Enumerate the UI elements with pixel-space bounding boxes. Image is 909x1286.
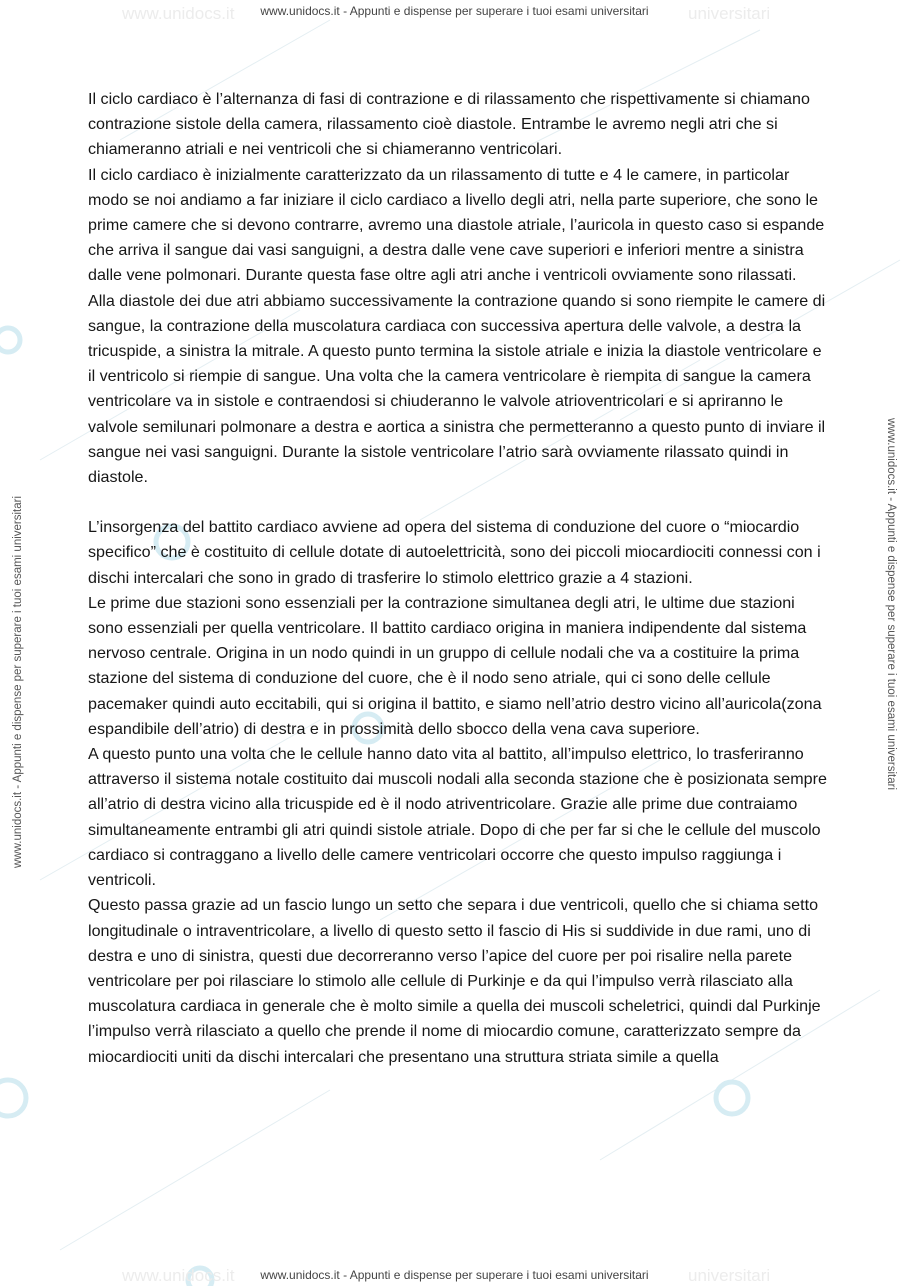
watermark-ghost-top-right: universitari [688, 4, 771, 23]
paragraph-impulso: A questo punto una volta che le cellule hanno dato vita al battito, all’impulso elettrico, lo trasferiranno attraverso il sistema notale costituito dai muscoli nodali alla seconda stazione che è posizionata sempre all’atrio di destra vicino alla tricuspide ed è il nodo atriventricolare. Grazie alle prime due contraiamo simultaneamente entrambi gli atri quindi sistole atriale. Dopo di che per far si che le cellule del muscolo cardiaco si contraggano a livello delle camere ventricolari occorre che questo impulso raggiunga i ventricoli. [88, 745, 827, 890]
paragraph-rilassamento: Il ciclo cardiaco è inizialmente caratterizzato da un rilassamento di tutte e 4 le camere, in particolar modo se noi andiamo a far iniziare il ciclo cardiaco a livello degli atri, nella parte superiore, che sono le prime camere che si devono contrarre, avremo una diastole atriale, l’auricola in questo caso si espande che arriva il sangue dai vasi sanguigni, a destra dalle vene cave superiori e inferiori mentre a sinistra dalle vene polmonari. Durante questa fase oltre agli atri anche i ventricoli ovviamente sono rilassati. [88, 165, 825, 285]
document-body [88, 87, 828, 1070]
page-footer: www.unidocs.it - Appunti e dispense per superare i tuoi esami universitari [260, 1268, 649, 1282]
page-header: www.unidocs.it - Appunti e dispense per superare i tuoi esami universitari [260, 4, 649, 18]
paragraph-ciclo-cardiaco: Il ciclo cardiaco è l’alternanza di fasi di contrazione e di rilassamento che rispettivamente si chiamano contrazione sistole della camera, rilassamento cioè diastole. Entrambe le avremo negli atri che si chiameranno atriali e nei ventricoli che si chiameranno ventricolari. [88, 90, 810, 159]
paragraph-stazioni: Le prime due stazioni sono essenziali per la contrazione simultanea degli atri, le ultime due stazioni sono essenziali per quella ventricolare. Il battito cardiaco origina in maniera indipendente dal sistema nervoso centrale. Origina in un nodo quindi in un gruppo di cellule nodali che va a costituire la prima stazione del sistema di conduzione del cuore, che è il nodo seno atriale, qui ci sono delle cellule pacemaker quindi auto eccitabili, qui si origina il battito, e siamo nell’atrio destro vicino all’auricola(zona espandibile dell’atrio) di destra e in prossimità dello sbocco della vena cava superiore. [88, 593, 822, 738]
paragraph-diastole-atri: Alla diastole dei due atri abbiamo successivamente la contrazione quando si sono riempite le camere di sangue, la contrazione della muscolatura cardiaca con successiva apertura delle valvole, a destra la tricuspide, a sinistra la mitrale. A questo punto termina la sistole atriale e inizia la diastole ventricolare e il ventricolo si riempie di sangue. Una volta che la camera ventricolare è riempita di sangue la camera ventricolare va in sistole e contraendosi si chiuderanno le valvole atrioventricolari e si apriranno le valvole semilunari polmonare a destra e aortica a sinistra che permetteranno a questo punto di inviare il sangue nei vasi sanguigni. Durante la sistole ventricolare l’atrio sarà ovviamente rilassato quindi in diastole. [88, 291, 826, 487]
paragraph-battito: L’insorgenza del battito cardiaco avviene ad opera del sistema di conduzione del cuore o “miocardio specifico” che è costituito di cellule dotate di autoelettricità, sono dei piccoli miocardiociti connessi con i dischi intercalari che sono in grado di trasferire lo stimolo elettrico grazie a 4 stazioni. [88, 518, 821, 587]
watermark-ghost-bottom-right: universitari [688, 1266, 771, 1285]
side-watermark-left: www.unidocs.it - Appunti e dispense per superare i tuoi esami universitari [12, 495, 24, 868]
watermark-ghost-top-left: www.unidocs.it [122, 4, 235, 23]
side-watermark-right: www.unidocs.it - Appunti e dispense per superare i tuoi esami universitari [885, 418, 897, 791]
paragraph-fascio-his: Questo passa grazie ad un fascio lungo un setto che separa i due ventricoli, quello che si chiama setto longitudinale o intraventricolare, a livello di questo setto il fascio di His si suddivide in due rami, uno di destra e uno di sinistra, questi due decorreranno verso l’apice del cuore per poi risalire nella parete ventricolare per poi rilasciare lo stimolo alle cellule di Purkinje e da qui l’impulso verrà rilasciato alla muscolatura cardiaca in generale che è molto simile a quella dei muscoli scheletrici, quindi dal Purkinje l’impulso verrà rilasciato a quello che prende il nome di miocardio comune, caratterizzato sempre da miocardiociti uniti da dischi intercalari che presentano una struttura striata simile a quella [88, 896, 821, 1066]
watermark-ghost-bottom-left: www.unidocs.it [122, 1266, 235, 1285]
paragraph-gap [88, 490, 828, 515]
